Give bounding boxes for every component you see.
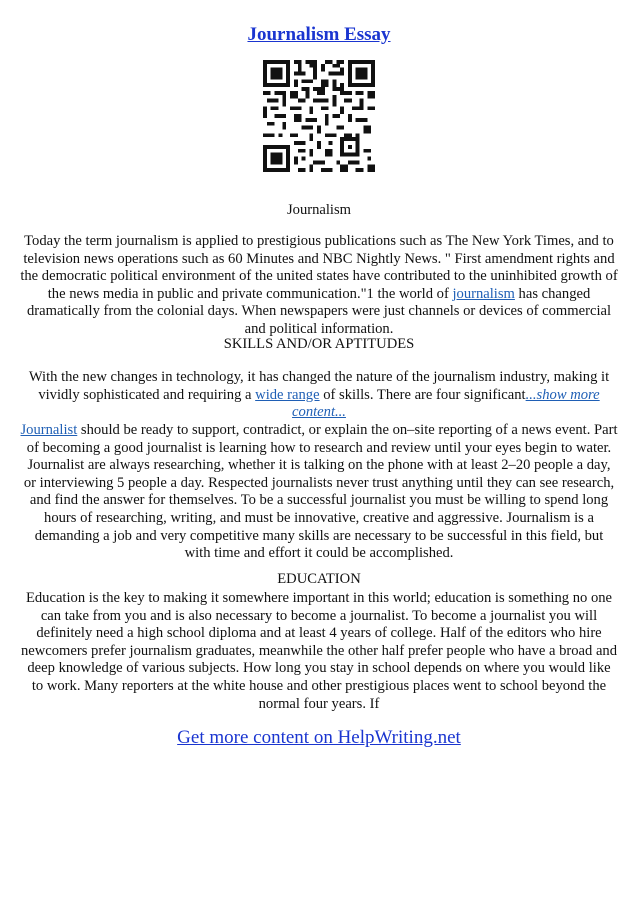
document-title (0, 24, 638, 46)
skills-text-before-link: With the new changes in technology, it has changed the nature of the journalism industry, making it vividly sophisticated and requiring a (28, 369, 610, 403)
qr-code (263, 60, 375, 172)
show-more-link[interactable]: ...show more content... (292, 386, 600, 421)
wide-range-link[interactable]: wide range (255, 386, 320, 403)
title-link[interactable]: Journalism Essay (247, 24, 391, 45)
intro-text-after-link: has changed dramatically from the colonial days. When newspapers were just channels or devices of commercial and political information. (26, 285, 612, 337)
education-paragraph: Education is the key to making it somewhere important in this world; education is something no one can take from you and is also necessary to become a journalist. To become a journalist you will definitely need a high school diploma and at least 4 years of college. Half of the editors who hire newcomers prefer journalism graduates, meanwhile the other half prefer people who have a broad and deep knowledge of various subjects. How long you stay in school depends on where you would like to work. Many reporters at the white house and other prestigious places went to school beyond the normal four years. If (20, 590, 618, 712)
skills-text-after-link: of skills. There are four significant (319, 386, 526, 403)
get-more-content-link[interactable]: Get more content on HelpWriting.net (177, 727, 461, 748)
skills-paragraph-2 (20, 422, 618, 563)
journalism-link[interactable]: journalism (452, 285, 515, 302)
skills-paragraph-2-text: should be ready to support, contradict, or explain the on–site reporting of a news event. Part of becoming a good journalist is learning how to research and review until your eyes begin to water. Journalist are always researching, whether it is talking on the phone with at least 2–20 people a day, or interviewing 5 people a day. Respected journalists never trust anything until they can see research, and find the answer for themselves. To be a successful journalist you must be willing to spend long hours of researching, writing, and must be innovative, creative and aggressive. Journalism is a demanding a job and very competitive many skills are necessary to be successful in this field, but with time and effort it could be accomplished. (23, 422, 618, 562)
subtitle: Journalism (286, 202, 352, 218)
education-heading: EDUCATION (277, 571, 361, 587)
intro-text-before-link: Today the term journalism is applied to prestigious publications such as The New York Times, and to television news operations such as 60 Minutes and NBC Nightly News. " First amendment rights and the democratic political environment of the united states have contributed to the uninhibited growth of the news media in public and private communication."1 the world of (20, 233, 618, 302)
skills-paragraph-1 (20, 369, 618, 422)
journalist-link[interactable]: Journalist (20, 422, 78, 438)
skills-heading: SKILLS AND/OR APTITUDES (223, 336, 415, 352)
cta-container (0, 727, 638, 749)
intro-paragraph (20, 233, 618, 339)
